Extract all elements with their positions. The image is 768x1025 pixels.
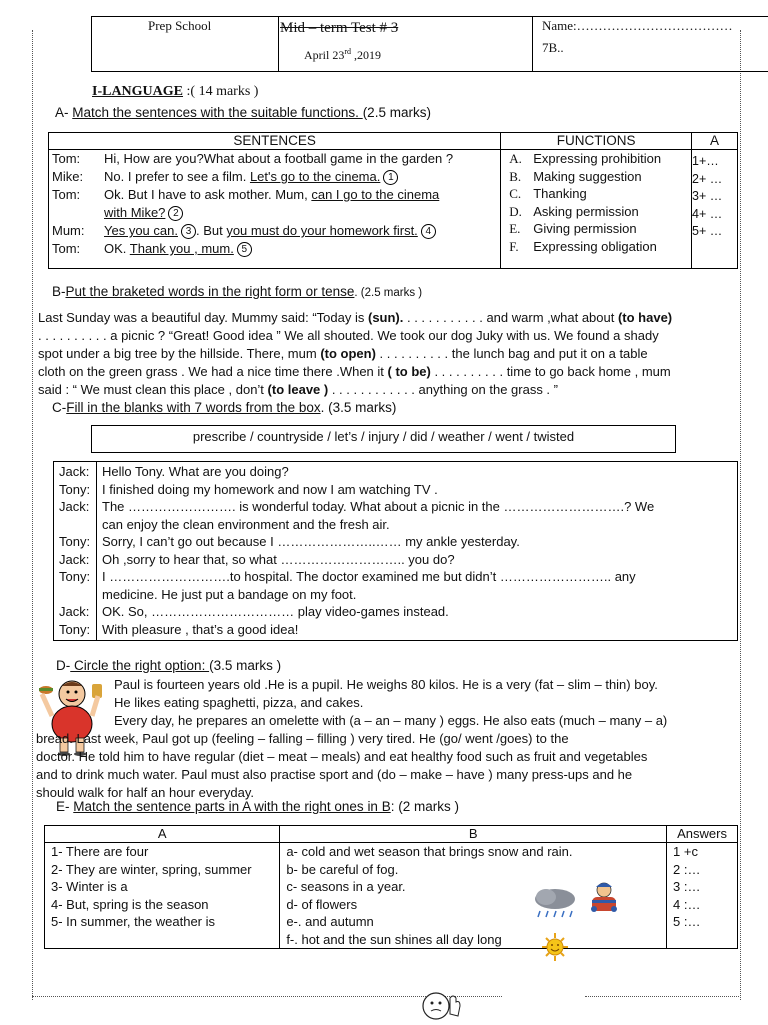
b-item: a- cold and wet season that brings snow and rain.	[286, 844, 573, 859]
answers-cell	[692, 150, 738, 269]
school-name: Prep School	[148, 18, 212, 33]
dialogue-text: medicine. He just put a bandage on my foot.	[102, 586, 357, 602]
speaker: Tony:	[59, 569, 91, 584]
answer-slot[interactable]: 5+ …	[692, 224, 723, 238]
dialogue-line: Mum: Yes you can. 3 . But you must do your homework first. 4	[49, 222, 500, 240]
e-answers-cell	[667, 843, 738, 949]
partD-instruction: D- Circle the right option: (3.5 marks )	[56, 658, 282, 673]
a-item: 4- But, spring is the season	[51, 896, 209, 912]
dialogue-text: Sorry, I can’t go out because I …………………..…… my ankle yesterday.	[102, 534, 520, 549]
dialogue-line: with Mike? 2	[49, 204, 500, 222]
dialogue-table	[53, 461, 738, 641]
partD-paragraph-bottom: bread. Last week, Paul got up (feeling – falling – filling ) very tired. He (go/ went /goes) to the doctor. He told him to have regular (diet – meat – meals) and eat healthy food such as fruit and vegetables and to drink much water. Paul must also practise sport and (do – make – have ) many press-ups and he should walk for half an hour everyday.	[36, 731, 648, 800]
function-item: E. Giving permission	[509, 221, 637, 237]
col-functions: FUNCTIONS	[501, 133, 692, 150]
answer-slot[interactable]: 1 +c	[673, 844, 698, 859]
header-name-cell	[532, 16, 768, 72]
header-box	[91, 16, 533, 72]
page-frame-bottom-right	[585, 996, 739, 997]
speakers-col	[54, 462, 97, 641]
face-thinking-icon	[420, 988, 464, 1025]
function-item: A. Expressing prohibition	[509, 151, 662, 166]
partA-table	[48, 132, 738, 269]
answer-slot[interactable]: 3 :…	[673, 879, 701, 894]
speaker: Jack:	[59, 464, 90, 479]
answer-slot[interactable]: 1+…	[692, 154, 719, 168]
b-items-cell	[280, 843, 667, 949]
function-item: B. Making suggestion	[509, 168, 642, 184]
b-item: d- of flowers	[286, 896, 358, 912]
answer-slot[interactable]: 2 :…	[673, 861, 701, 877]
section-title: I-LANGUAGE :( 14 marks )	[92, 84, 259, 99]
answer-slot[interactable]: 4 :…	[673, 896, 701, 912]
b-item: c- seasons in a year.	[286, 879, 406, 894]
speaker: Tony:	[59, 534, 91, 549]
header-school-cell	[92, 17, 279, 71]
partB-instruction: B-Put the braketed words in the right form or tense. (2.5 marks )	[52, 284, 423, 299]
b-item: b- be careful of fog.	[286, 861, 399, 877]
partC-instruction: C-Fill in the blanks with 7 words from the box. (3.5 marks)	[52, 400, 397, 415]
b-item: e-. and autumn	[286, 914, 374, 929]
answer-slot[interactable]: 2+ …	[692, 171, 723, 186]
word-box: prescribe / countryside / let’s / injury / did / weather / went / twisted	[91, 425, 676, 453]
dialogue-col	[97, 462, 738, 641]
dialogue-line: Tom: OK. Thank you , mum. 5	[49, 240, 500, 258]
speaker: Jack:	[59, 551, 90, 567]
col-answer: A	[692, 133, 738, 150]
rain-cloud-icon	[532, 887, 578, 924]
dialogue-text: I finished doing my homework and now I am watching TV .	[102, 481, 438, 497]
header-title-cell	[278, 17, 532, 71]
sun-icon	[534, 932, 576, 965]
function-item: C. Thanking	[509, 186, 587, 202]
partD-paragraph-top: Paul is fourteen years old .He is a pupil. He weighs 80 kilos. He is a very (fat – slim – thin) boy. He likes eating spaghetti, pizza, and cakes. Every day, he prepares an omelette with (a – an – many ) eggs. He also eats (much – many – a)	[114, 677, 668, 728]
answer-slot[interactable]: 4+ …	[692, 206, 723, 221]
dialogue-text: With pleasure , that’s a good idea!	[102, 621, 299, 637]
dialogue-line: Tom: Ok. But I have to ask mother. Mum, can I go to the cinema	[52, 187, 440, 202]
winter-child-icon	[586, 881, 622, 918]
speaker: Tony:	[59, 481, 91, 497]
sentences-cell	[49, 150, 501, 269]
a-items-cell	[45, 843, 280, 949]
a-item: 5- In summer, the weather is	[51, 914, 216, 929]
a-item: 1- There are four	[51, 844, 149, 859]
speaker: Jack:	[59, 499, 90, 514]
function-item: F. Expressing obligation	[509, 238, 657, 254]
dialogue-line: Mike: No. I prefer to see a film. Let's go to the cinema. 1	[49, 168, 500, 186]
a-item: 2- They are winter, spring, summer	[51, 861, 252, 877]
partB-paragraph: Last Sunday was a beautiful day. Mummy said: “Today is (sun). . . . . . . . . . . . and warm ,what about (to have) . . . . . . . . . . a picnic ? “Great! Good idea ” We all shouted. We took our dog Juky with us. We found a shady spot under a big tree by the hillside. There, mum (to open) . . . . . . . . . . the lunch bag and put it on a table cloth on the green grass . We had a nice time there .When it ( to be) . . . . . . . . . . time to go back home , mum said : “ We must clean this place , don’t (to leave ) . . . . . . . . . . . . anything on the grass . ”	[38, 310, 673, 397]
functions-cell	[501, 150, 692, 269]
name-field: Name:………………………………	[542, 18, 733, 33]
dialogue-text: can enjoy the clean environment and the fresh air.	[102, 516, 390, 532]
dialogue-text: OK. So, …………………………… play video-games instead.	[102, 604, 449, 619]
partE-instruction: E- Match the sentence parts in A with the right ones in B: (2 marks )	[56, 799, 459, 814]
test-date: April 23rd ,2019	[304, 47, 382, 62]
col-a: A	[45, 826, 280, 843]
dialogue-text: Oh ,sorry to hear that, so what ……………………….. you do?	[102, 551, 455, 567]
speaker: Jack:	[59, 604, 90, 619]
answer-slot[interactable]: 3+ …	[692, 189, 723, 203]
b-item: f-. hot and the sun shines all day long	[286, 931, 502, 947]
col-sentences: SENTENCES	[49, 133, 501, 150]
partA-instruction: A- Match the sentences with the suitable functions. (2.5 marks)	[55, 105, 431, 120]
dialogue-text: The ……………………. is wonderful today. What about a picnic in the ……………………….? We	[102, 499, 655, 514]
col-answers: Answers	[667, 826, 738, 843]
dialogue-line: Tom: Hi, How are you?What about a football game in the garden ?	[52, 151, 454, 166]
col-b: B	[280, 826, 667, 843]
dialogue-text: Hello Tony. What are you doing?	[102, 464, 289, 479]
test-title: Mid – term Test # 3	[280, 20, 399, 36]
speaker: Tony:	[59, 621, 91, 637]
function-item: D. Asking permission	[509, 203, 639, 219]
partE-table	[44, 825, 738, 949]
a-item: 3- Winter is a	[51, 879, 128, 894]
answer-slot[interactable]: 5 :…	[673, 914, 701, 929]
class-field: 7B..	[542, 40, 564, 55]
dialogue-text: I ……………………….to hospital. The doctor examined me but didn’t …………………….. any	[102, 569, 636, 584]
